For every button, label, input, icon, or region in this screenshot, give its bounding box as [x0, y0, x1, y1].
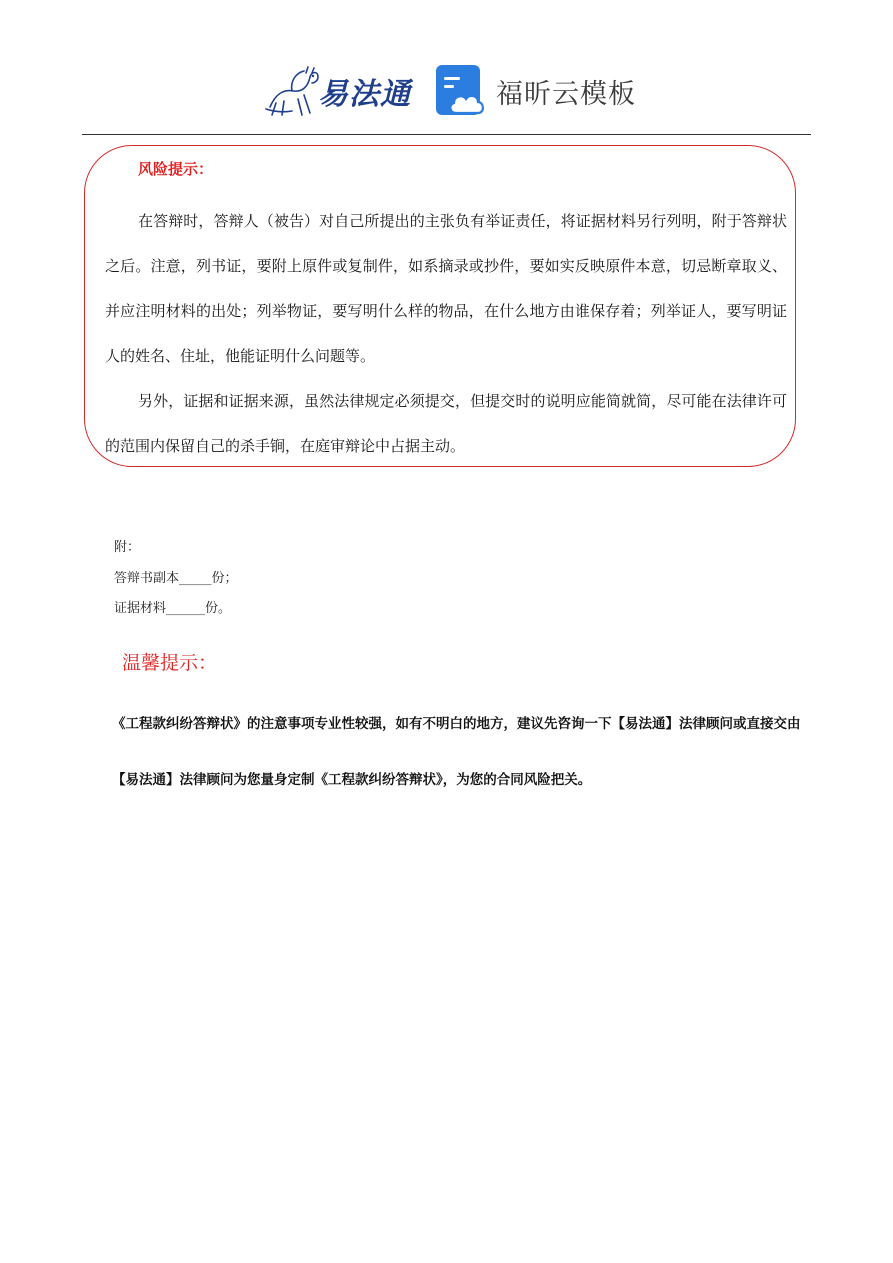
risk-paragraph-1: 在答辩时，答辩人（被告）对自己所提出的主张负有举证责任，将证据材料另行列明，附于答辩状之后。注意，列书证，要附上原件或复制件，如系摘录或抄件，要如实反映原件本意，切忌断章取义、并应注明材料的出处；列举物证，要写明什么样的物品，在什么地方由谁保存着；列举证人，要写明证人的姓名、住址，他能证明什么问题等。	[105, 212, 787, 365]
attachments-label: 附：	[114, 540, 141, 555]
header-divider	[82, 134, 811, 135]
risk-paragraph-2: 另外，证据和证据来源，虽然法律规定必须提交，但提交时的说明应能简就简，尽可能在法律许可的范围内保留自己的杀手锏，在庭审辩论中占据主动。	[105, 392, 787, 455]
brand-name-left: 易法通	[318, 77, 411, 112]
page-header	[0, 55, 893, 125]
attachments-section	[114, 533, 238, 625]
warm-tip-title: 温馨提示：	[122, 652, 218, 674]
warm-tip-body	[112, 696, 812, 808]
horse-emblem-icon	[262, 63, 322, 119]
attachment-item-copy: 答辩书副本_____份；	[114, 570, 238, 586]
warm-tip-text: 《工程款纠纷答辩状》的注意事项专业性较强，如有不明白的地方，建议先咨询一下【易法通】法律顾问或直接交由【易法通】法律顾问为您量身定制《工程款纠纷答辩状》，为您的合同风险把关。	[112, 716, 801, 788]
brand-name-right: 福昕云模板	[496, 79, 636, 110]
document-cloud-icon	[436, 65, 488, 117]
risk-notice-title: 风险提示：	[138, 160, 214, 178]
risk-notice-body	[105, 199, 787, 469]
attachment-item-evidence: 证据材料______份。	[114, 601, 232, 616]
